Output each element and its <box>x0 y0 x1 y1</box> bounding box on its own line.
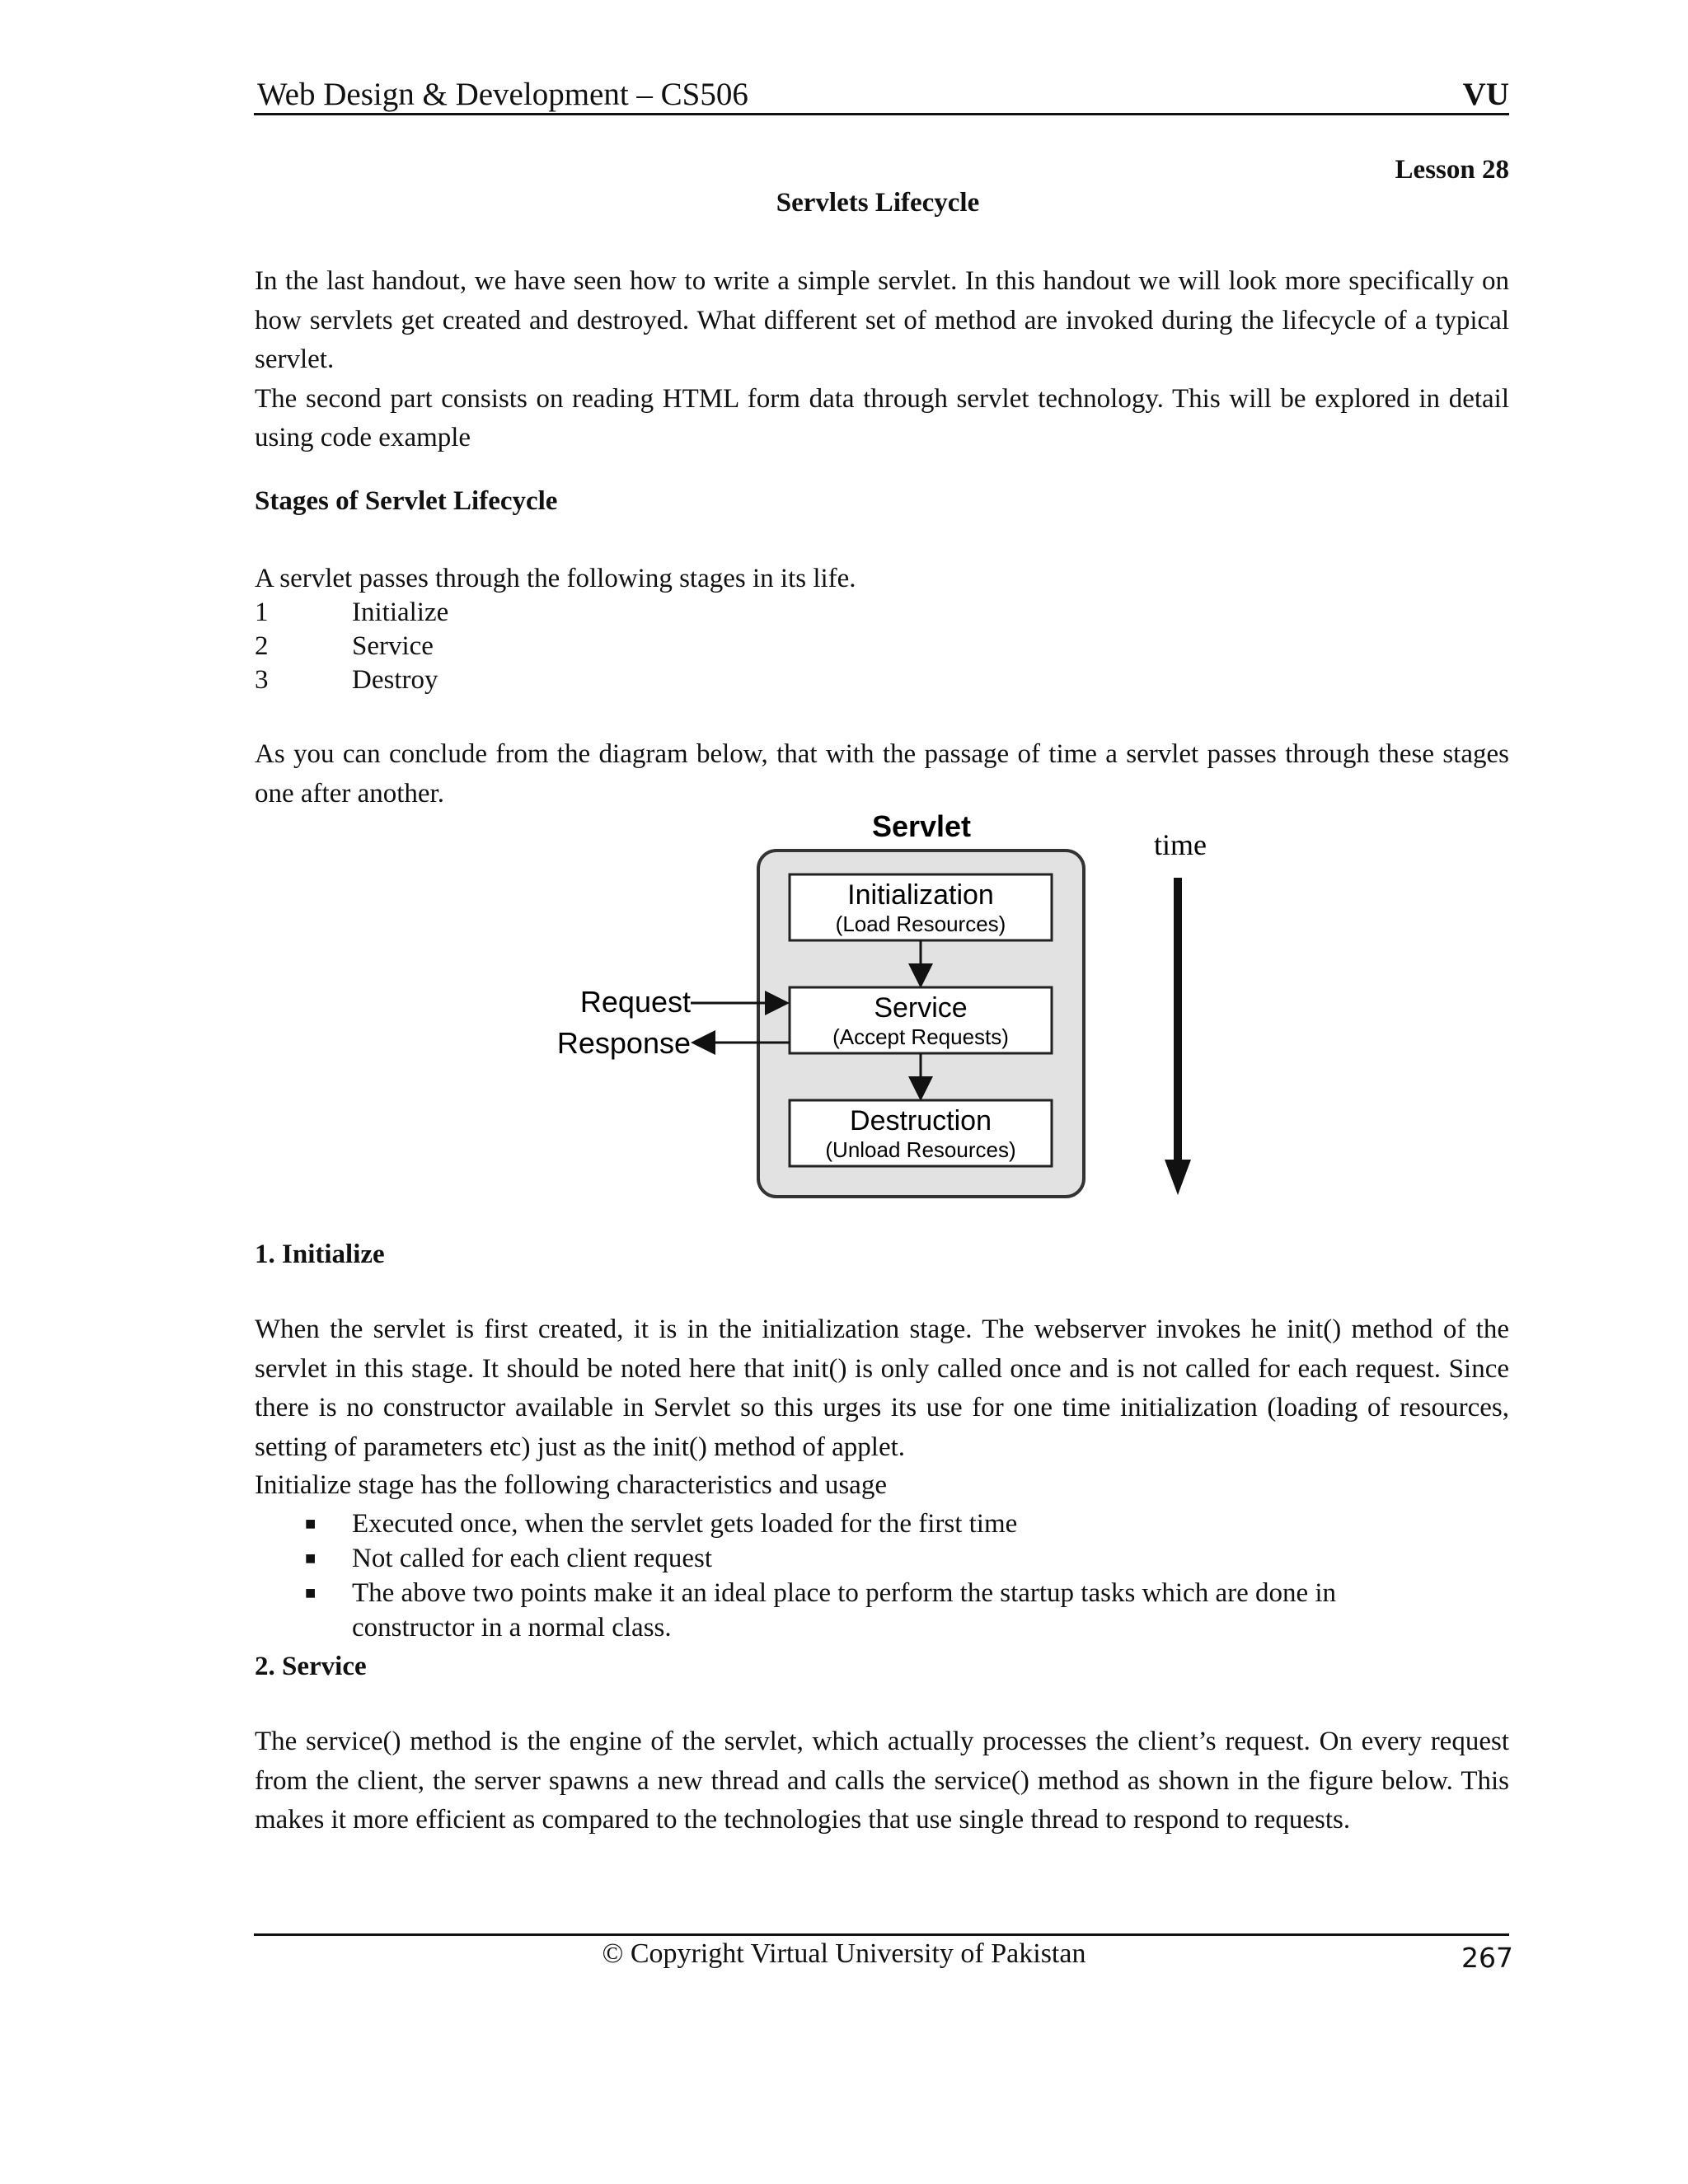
service-sub: (Accept Requests) <box>832 1024 1009 1049</box>
diagram-title: Servlet <box>871 809 972 843</box>
bullet-text: The above two points make it an ideal place to perform the startup tasks which are done in constructor in a normal class. <box>352 1578 1337 1643</box>
stages-list <box>255 562 856 697</box>
bullet-text: Not called for each client request <box>352 1544 713 1573</box>
list-item-label: Service <box>352 631 434 661</box>
footer-copyright: © Copyright Virtual University of Pakistan <box>602 1938 1086 1969</box>
service-label: Service <box>874 992 968 1024</box>
lifecycle-diagram <box>536 804 1236 1216</box>
bullet-icon: ■ <box>305 1582 316 1603</box>
header-institution: VU <box>1462 77 1509 112</box>
section2-paragraph <box>255 1722 1509 1840</box>
section1-heading: 1. Initialize <box>255 1240 385 1269</box>
page-number: 267 <box>1461 1942 1513 1974</box>
stages-heading: Stages of Servlet Lifecycle <box>255 486 558 516</box>
list-item-number: 3 <box>255 665 269 695</box>
initialization-label: Initialization <box>847 879 994 911</box>
list-item-label: Destroy <box>352 665 438 695</box>
section1-paragraph <box>255 1310 1509 1467</box>
destruction-label: Destruction <box>850 1105 992 1137</box>
bullet-icon: ■ <box>305 1548 316 1568</box>
list-item <box>305 1576 1459 1645</box>
footer-rule <box>254 1933 1509 1936</box>
bullet-icon: ■ <box>305 1513 316 1534</box>
list-item <box>305 1507 1459 1541</box>
section2-heading: 2. Service <box>255 1652 367 1681</box>
destruction-sub: (Unload Resources) <box>825 1137 1016 1162</box>
page-title: Servlets Lifecycle <box>776 188 980 218</box>
time-arrow-shaft <box>1174 878 1182 1162</box>
list-item <box>255 663 856 697</box>
bullet-text: Executed once, when the servlet gets loaded for the first time <box>352 1509 1018 1539</box>
stages-intro: A servlet passes through the following stages in its life. <box>255 564 856 593</box>
time-label: time <box>1154 828 1207 861</box>
diagram-intro: As you can conclude from the diagram below, that with the passage of time a servlet passes through these stages one after another. <box>255 739 1509 808</box>
section1-body: When the servlet is first created, it is in the initialization stage. The webserver invokes he init() method of the servlet in this stage. It should be noted here that init() is only called once and is not called for each request. Since there is no constructor available in Servlet so this urges its use for one time initialization (loading of resources, setting of parameters etc) just as the init() method of applet. <box>255 1315 1509 1462</box>
section2-body: The service() method is the engine of the servlet, which actually processes the client’s request. On every request from the client, the server spawns a new thread and calls the service() method as shown in the figure below. This makes it more efficient as compared to the technologies that use single thread to respond to requests. <box>255 1727 1509 1835</box>
list-item <box>305 1541 1459 1576</box>
intro-text-2: The second part consists on reading HTML form data through servlet technology. This will be explored in detail using code example <box>255 383 1509 452</box>
lesson-number: Lesson 28 <box>1395 155 1509 185</box>
list-item-number: 2 <box>255 631 269 661</box>
time-arrow-head <box>1165 1160 1191 1195</box>
section1-bullets <box>305 1507 1459 1645</box>
list-item <box>255 630 856 663</box>
response-label: Response <box>556 1026 691 1060</box>
list-item-label: Initialize <box>352 598 449 627</box>
header-rule <box>254 113 1509 115</box>
header-course: Web Design & Development – CS506 <box>257 77 748 112</box>
initialization-sub: (Load Resources) <box>835 912 1006 936</box>
list-item-number: 1 <box>255 598 269 627</box>
intro-paragraph <box>255 262 1509 458</box>
list-item <box>255 596 856 630</box>
section1-usage-intro: Initialize stage has the following characteristics and usage <box>255 1470 887 1500</box>
intro-text-1: In the last handout, we have seen how to write a simple servlet. In this handout we will look more specifically on how servlets get created and destroyed. What different set of method are invoked during the lifecycle of a typical servlet. <box>255 266 1509 374</box>
request-label: Request <box>579 985 691 1019</box>
